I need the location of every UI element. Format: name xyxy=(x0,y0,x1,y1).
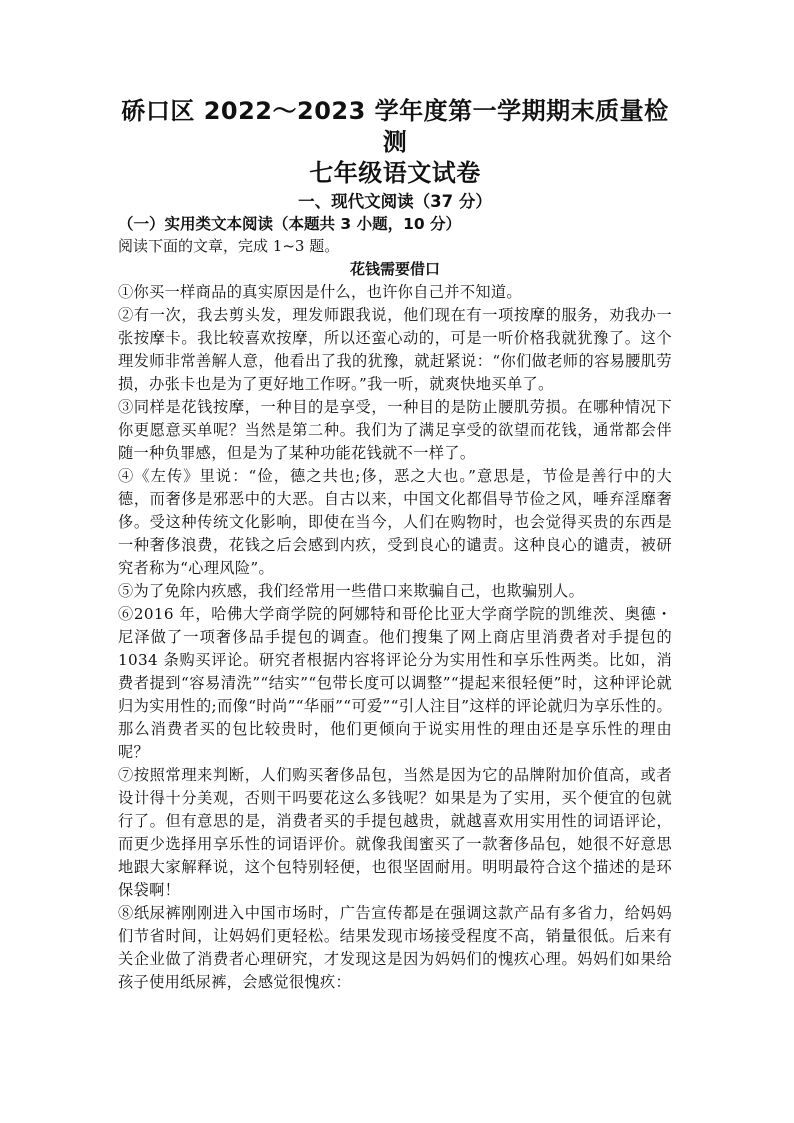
article-paragraph-1: ①你买一样商品的真实原因是什么，也许你自己并不知道。 xyxy=(118,283,522,301)
exam-title-line2: 七年级语文试卷 xyxy=(309,159,481,187)
article-paragraph-6: ⑥2016 年，哈佛大学商学院的阿娜特和哥伦比亚大学商学院的凯维茨、奥德・尼泽做了一项奢侈品手提包的调查。他们搜集了网上商店里消费者对手提包的 1034 条购买评论。研究者根据内容将评论分为实用性和享乐性两类。比如，消费者提到“容易清洗”“结实”“包带长度可以调整”“提起来很轻便”时，这种评论就归为实用性的;而像“时尚”“华丽”“可爱”“引人注目”这样的评论就归为享乐性的。那么消费者买的包比较贵时，他们更倾向于说实用性的理由还是享乐性的理由呢？ xyxy=(118,605,672,761)
article-paragraph-7: ⑦按照常理来判断，人们购买奢侈品包，当然是因为它的品牌附加价值高，或者设计得十分美观，否则干吗要花这么多钱呢？如果是为了实用，买个便宜的包就行了。但有意思的是，消费者买的手提包越贵，就越喜欢用实用性的词语评论，而更少选择用享乐性的词语评价。就像我闺蜜买了一款奢侈品包，她很不好意思地跟大家解释说，这个包特别轻便，也很坚固耐用。明明最符合这个描述的是环保袋啊！ xyxy=(118,766,672,899)
section-heading: 一、现代文阅读（37 分） xyxy=(298,192,492,211)
exam-title-line1: 硚口区 2022～2023 学年度第一学期期末质量检测 xyxy=(121,97,669,156)
article-paragraph-2: ②有一次，我去剪头发，理发师跟我说，他们现在有一项按摩的服务，劝我办一张按摩卡。我比较喜欢按摩，所以还蛮心动的，可是一听价格我就犹豫了。这个理发师非常善解人意，他看出了我的犹豫，就赶紧说：“你们做老师的容易腰肌劳损，办张卡也是为了更好地工作呀。”我一听，就爽快地买单了。 xyxy=(118,306,672,393)
article-paragraph-4: ④《左传》里说：“俭，德之共也;侈，恶之大也。”意思是，节俭是善行中的大德，而奢侈是邪恶中的大恶。自古以来，中国文化都倡导节俭之风，唾弃淫靡奢侈。受这种传统文化影响，即使在当今，人们在购物时，也会觉得买贵的东西是一种奢侈浪费，花钱之后会感到内疚，受到良心的谴责。这种良心的谴责，被研究者称为“心理风险”。 xyxy=(118,467,672,577)
article-paragraph-5: ⑤为了免除内疚感，我们经常用一些借口来欺骗自己，也欺骗别人。 xyxy=(118,582,585,600)
article-paragraph-3: ③同样是花钱按摩，一种目的是享受，一种目的是防止腰肌劳损。在哪种情况下你更愿意买单呢？当然是第二种。我们为了满足享受的欲望而花钱，通常都会伴随一种负罪感，但是为了某种功能花钱就不一样了。 xyxy=(118,398,672,462)
article-title: 花钱需要借口 xyxy=(349,260,440,278)
article-body xyxy=(118,281,672,994)
reading-instruction: 阅读下面的文章，完成 1~3 题。 xyxy=(118,237,340,255)
article-paragraph-8: ⑧纸尿裤刚刚进入中国市场时，广告宣传都是在强调这款产品有多省力，给妈妈们节省时间，让妈妈们更轻松。结果发现市场接受程度不高，销量很低。后来有关企业做了消费者心理研究，才发现这是因为妈妈们的愧疚心理。妈妈们如果给孩子使用纸尿裤，会感觉很愧疚： xyxy=(118,904,672,991)
part-heading: （一）实用类文本阅读（本题共 3 小题，10 分） xyxy=(118,215,462,233)
